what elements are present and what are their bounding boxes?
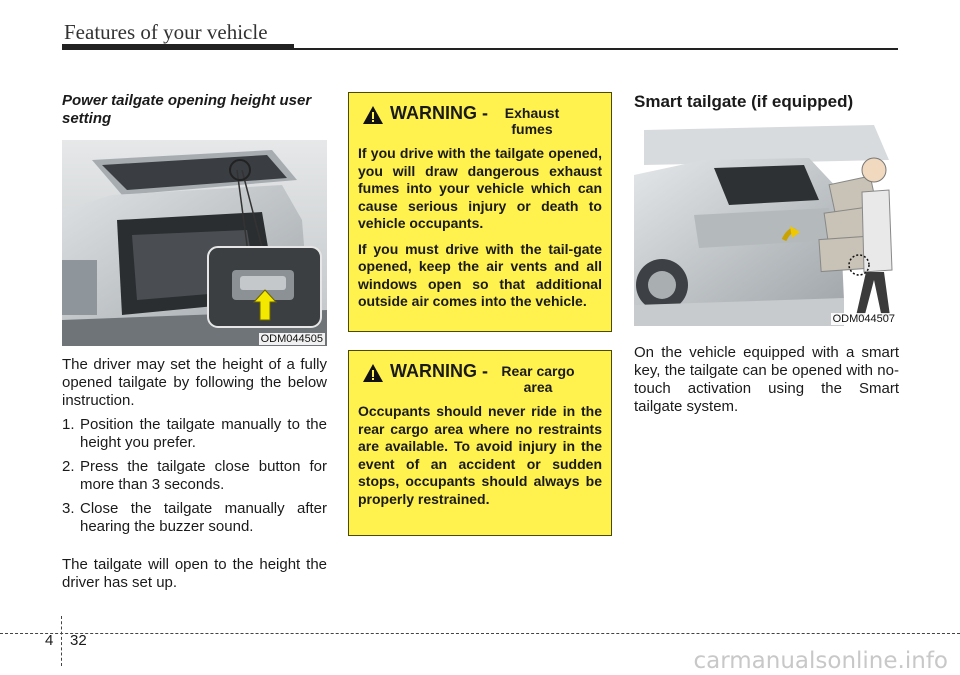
section-heading-height-setting: Power tailgate opening height user setting bbox=[62, 92, 312, 127]
warning-topic: Rear cargo area bbox=[501, 363, 575, 395]
smart-tailgate-paragraph: On the vehicle equipped with a smart key, the tailgate can be opened with no-touch activation using the Smart tailgate system. bbox=[634, 344, 899, 415]
warning-header bbox=[358, 361, 602, 395]
image-code: ODM044507 bbox=[832, 313, 895, 325]
footer-rule bbox=[0, 633, 960, 634]
intro-paragraph: The driver may set the height of a fully opened tailgate by following the below instruction. bbox=[62, 356, 327, 409]
step-item: 1. Position the tailgate manually to the height you prefer. bbox=[62, 416, 327, 451]
header-rule-thick bbox=[62, 44, 294, 50]
warning-word: WARNING - bbox=[390, 361, 488, 381]
middle-column bbox=[348, 92, 612, 536]
warning-paragraph: If you must drive with the tail-gate opened, keep the air vents and all windows open so that additional outside air comes into the vehicle. bbox=[358, 240, 602, 309]
warning-box-cargo bbox=[348, 350, 612, 536]
page-number: 32 bbox=[70, 632, 87, 649]
warning-box-exhaust bbox=[348, 92, 612, 332]
warning-header bbox=[358, 103, 602, 137]
warning-word: WARNING - bbox=[390, 103, 488, 123]
closing-paragraph: The tailgate will open to the height the driver has set up. bbox=[62, 556, 327, 591]
section-number: 4 bbox=[45, 632, 54, 649]
page-header-title: Features of your vehicle bbox=[64, 20, 268, 44]
smart-tailgate-illustration bbox=[634, 120, 899, 326]
left-column bbox=[62, 92, 327, 592]
step-item: 3. Close the tailgate manually after hearing the buzzer sound. bbox=[62, 500, 327, 535]
step-list bbox=[62, 416, 327, 536]
footer-watermark: carmanualsonline.info bbox=[693, 648, 948, 674]
step-item: 2. Press the tailgate close button for more than 3 seconds. bbox=[62, 458, 327, 493]
header-rule bbox=[292, 48, 898, 50]
tailgate-height-photo bbox=[62, 140, 327, 346]
warning-paragraph: If you drive with the tailgate opened, you will draw dangerous exhaust fumes into your vehicle which can cause serious injury or death to vehicle occupants. bbox=[358, 145, 602, 231]
warning-paragraph: Occupants should never ride in the rear cargo area where no restraints are available. To avoid injury in the event of an accident or sudden stops, occupants should always be properly restrained. bbox=[358, 403, 602, 507]
warning-triangle-icon bbox=[362, 363, 384, 383]
right-column bbox=[634, 92, 899, 416]
section-heading-smart-tailgate: Smart tailgate (if equipped) bbox=[634, 92, 854, 111]
footer-divider bbox=[61, 616, 62, 666]
smart-tailgate-photo bbox=[634, 120, 899, 326]
warning-topic: Exhaust fumes bbox=[504, 105, 560, 137]
warning-triangle-icon bbox=[362, 105, 384, 125]
tailgate-open-illustration bbox=[62, 140, 327, 346]
image-code: ODM044505 bbox=[260, 333, 323, 345]
